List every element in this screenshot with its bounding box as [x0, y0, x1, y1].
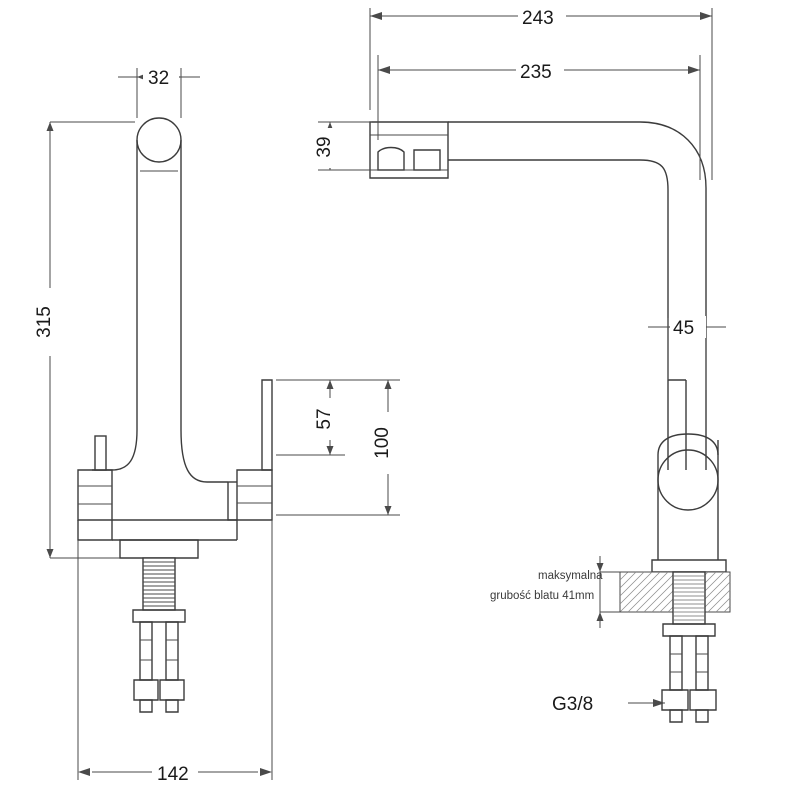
body-knob-circle — [658, 450, 718, 510]
handle-lever-bar — [262, 380, 272, 470]
base-plate — [120, 540, 198, 558]
hose-end-left — [140, 700, 152, 712]
dimension-57-label: 57 — [314, 408, 335, 430]
handle-neck-left — [228, 482, 237, 520]
spout-elbow-outer — [640, 122, 706, 390]
spout-outlet-button-left — [378, 148, 404, 171]
dimension-57 — [276, 380, 345, 455]
mounting-nut — [133, 610, 185, 622]
dimension-32 — [118, 66, 200, 118]
dimension-315-label: 315 — [34, 306, 55, 338]
left-lever-stem — [95, 436, 106, 470]
base-plate-right — [652, 560, 726, 572]
hose-nut-right-right — [690, 690, 716, 710]
hose-nut-right — [160, 680, 184, 700]
hose-end-right-right — [696, 710, 708, 722]
hose-tail-rl-seams — [670, 654, 682, 672]
spout-outlet-button-right — [414, 150, 440, 170]
dimension-45-label: 45 — [673, 318, 695, 339]
hose-tail-rr-seams — [696, 654, 708, 672]
thread-callout — [552, 694, 665, 715]
left-view-faucet — [78, 118, 272, 712]
dimension-243 — [370, 4, 712, 180]
thread-callout-label: G3/8 — [552, 694, 594, 715]
left-lever-body — [78, 470, 112, 520]
dimension-315 — [34, 122, 135, 558]
mounting-nut-right — [663, 624, 715, 636]
spout-top-cap — [137, 118, 181, 162]
threaded-shank-right — [673, 572, 705, 624]
worktop-note-line-2: grubość blatu 41mm — [490, 590, 595, 602]
dimension-142-label: 142 — [157, 764, 189, 785]
hose-tail-right-seams — [166, 640, 178, 660]
handle-lever-base — [237, 470, 272, 520]
dimension-45 — [648, 316, 726, 390]
body-right-shoulder — [181, 430, 228, 482]
dimension-243-label: 243 — [522, 8, 554, 29]
threaded-shank — [143, 558, 175, 610]
spout-elbow-inner — [640, 160, 668, 380]
body-top-arc — [658, 434, 718, 455]
dimension-100-label: 100 — [372, 427, 393, 459]
dimension-32-label: 32 — [148, 68, 170, 89]
hose-tail-right-left — [670, 636, 682, 690]
hose-nut-left — [134, 680, 158, 700]
hose-end-right-left — [670, 710, 682, 722]
left-lever-skirt — [78, 520, 112, 540]
right-view-faucet — [370, 122, 730, 722]
hose-tail-left-seams — [140, 640, 152, 660]
worktop-thickness-note — [490, 556, 628, 628]
hose-tail-left — [140, 622, 152, 680]
hose-nut-right-left — [662, 690, 688, 710]
hose-tail-right — [166, 622, 178, 680]
dimension-235-label: 235 — [520, 62, 552, 83]
hose-end-right — [166, 700, 178, 712]
worktop-note-line-1: maksymalna — [538, 570, 603, 582]
hose-tail-right-right — [696, 636, 708, 690]
dimension-39 — [314, 122, 372, 170]
dimension-39-label: 39 — [314, 136, 335, 158]
